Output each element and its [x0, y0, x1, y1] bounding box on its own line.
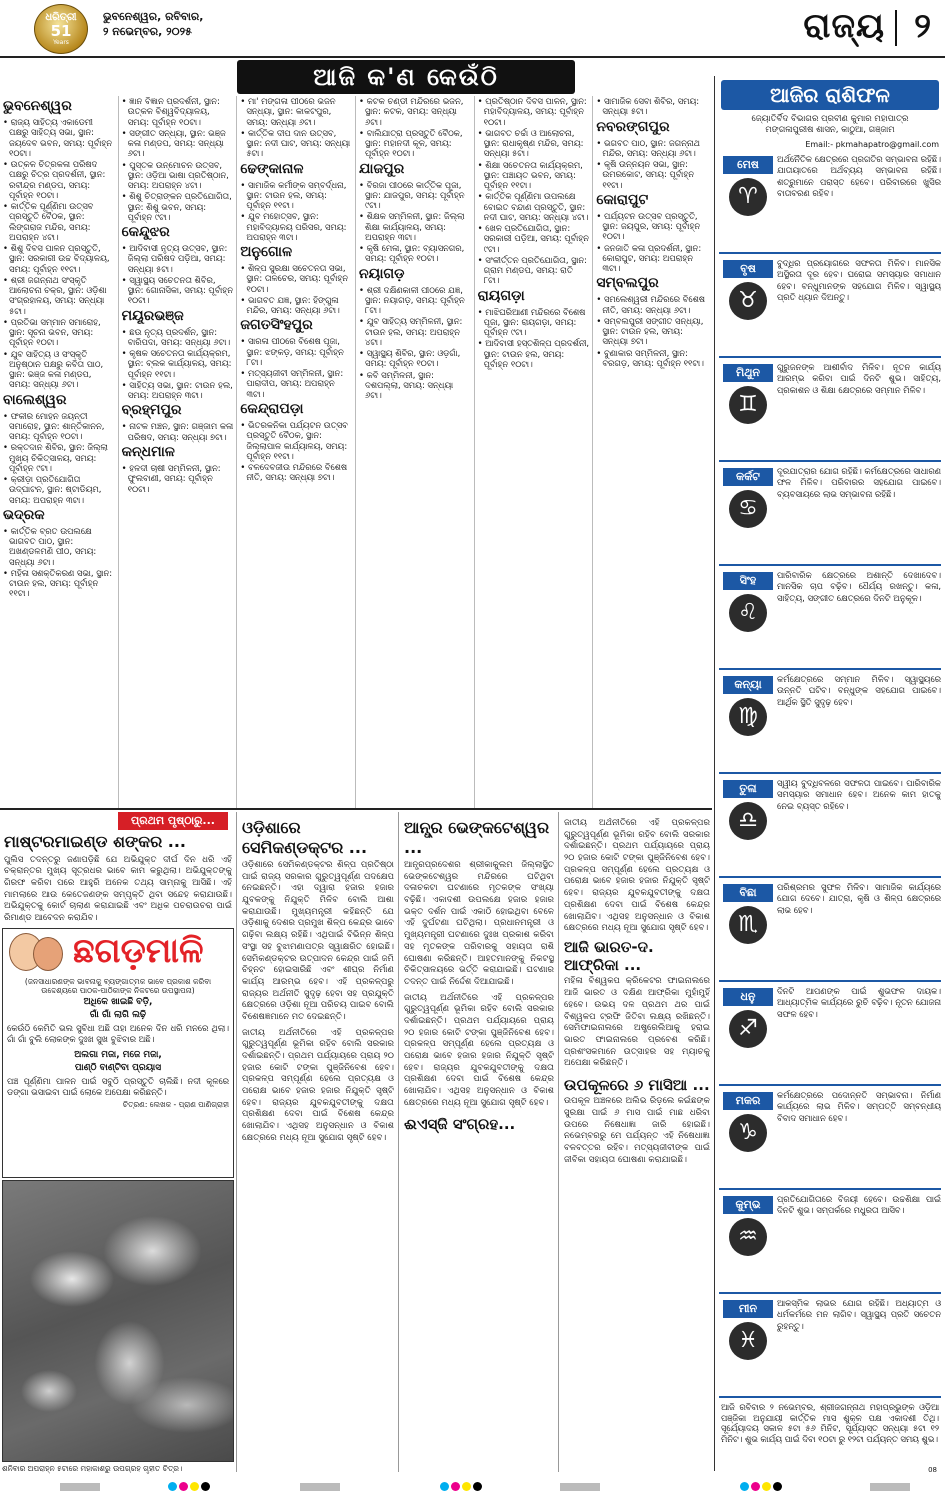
horoscope-separator — [719, 1292, 941, 1294]
horoscope-separator — [719, 1084, 941, 1086]
event-district-heading: ଭଦ୍ରକ — [3, 506, 45, 523]
sign-name: ମୀନ — [723, 1300, 773, 1318]
cartoon-credit: ଚିତ୍ରଣ: ଲେଖକ - ପ୍ରାଣ ପାଣିଗ୍ରାହୀ — [122, 1100, 229, 1110]
sign-prediction: ଆକସ୍ମିକ ଲାଭର ଯୋଗ ରହିଛି। ଅଧ୍ୟାତ୍ମ ଓ ଧର୍ମକର୍ମରେ ମନ ଲାଗିବ। ସ୍ୱାସ୍ଥ୍ୟ ପ୍ରତି ସଚେତନ ରୁହନ୍ତୁ। — [777, 1297, 941, 1331]
sign-prediction: କର୍ମକ୍ଷେତ୍ରରେ ସମ୍ମାନ ମିଳିବ। ସ୍ୱାସ୍ଥ୍ୟରେ ଉନ୍ନତି ଘଟିବ। ବନ୍ଧୁଙ୍କ ସହଯୋଗ ପାଇବେ। ଆର୍ଥିକ ସ୍ଥିତି ସୁଦୃଢ଼ ହେବ। — [777, 673, 941, 707]
article-semiconductor — [242, 818, 394, 1470]
event-district-heading: ରାୟଗଡ଼ା — [477, 287, 525, 304]
registration-mark — [60, 1483, 100, 1491]
horoscope-separator — [719, 772, 941, 774]
satellite-weather-image — [2, 1180, 234, 1462]
sign-prediction: ଅର୍ଥନୈତିକ କ୍ଷେତ୍ରରେ ପ୍ରଗତିର ସମ୍ଭାବନା ରହିଛି। ଯାତାୟାତରେ ଅର୍ଥବ୍ୟୟ ସମ୍ଭାବନା ରହିଛି। ଶତ୍ରୁମାନେ ପରାସ୍ତ ହେବେ। ପରିବାରରେ ଖୁସିର ବାତାବରଣ ରହିବ। — [777, 153, 941, 198]
horoscope-banner: ଆଜିର ରାଶିଫଳ — [721, 80, 939, 110]
event-item: • ସାମାଜିକ କର୍ମୀଙ୍କ ସମ୍ବର୍ଦ୍ଧନା, ସ୍ଥାନ: ଟାଉନ ହଲ, ସମୟ: ପୂର୍ବାହ୍ନ ୧୧ଟା। — [240, 180, 352, 211]
events-column — [0, 96, 119, 808]
article-coastal-body: ଉପକୂଳ ଅଞ୍ଚଳରେ ଅଲିଭ ରିଡ଼ଲେ କଇଁଛଙ୍କ ସୁରକ୍ଷା ପାଇଁ ୬ ମାସ ପାଇଁ ମାଛ ଧରିବା ଉପରେ ନିଷେଧାଜ୍ଞା ଜାରି ହୋଇଛି। ନଭେମ୍ବରରୁ ମେ ପର୍ଯ୍ୟନ୍ତ ଏହି ନିଷେଧାଜ୍ଞା ବଳବତ୍ତର ରହିବ। ମତ୍ସ୍ୟଜୀବୀଙ୍କ ପାଇଁ ଜୀବିକା ସହାୟତା ଘୋଷଣା କରାଯାଇଛି। — [564, 1096, 710, 1165]
section-divider — [0, 808, 712, 810]
horoscope-sign — [719, 258, 941, 354]
event-item: • ବଳଦେବଜୀଉ ମନ୍ଦିରରେ ବିଶେଷ ନୀତି, ସମୟ: ସନ୍ଧ୍ୟା ୭ଟା। — [240, 462, 352, 483]
event-item: • ଫକୀର ମୋହନ ଜୟନ୍ତୀ ସମାରୋହ, ସ୍ଥାନ: ଶାନ୍ତିକାନନ, ସମୟ: ପୂର୍ବାହ୍ନ ୧୦ଟା। — [3, 411, 115, 442]
event-item: • ହଳଦୀ ଚାଷୀ ସମ୍ମିଳନୀ, ସ୍ଥାନ: ଫୁଲବାଣୀ, ସମୟ: ପୂର୍ବାହ୍ନ ୧୦ଟା। — [122, 463, 234, 494]
cartoon-verse: ଅଲଗା ମଜା, ମଜେ ମଜା, — [74, 1049, 162, 1060]
article-body-continued: ଜାତୀୟ ଅର୍ଥନୀତିରେ ଏହି ପ୍ରକଳ୍ପର ଗୁରୁତ୍ୱପୂର୍ଣ୍ଣ ଭୂମିକା ରହିବ ବୋଲି ସରକାର ଦର୍ଶାଇଛନ୍ତି। ପ୍ରଥମ ପର୍ଯ୍ୟାୟରେ ପ୍ରାୟ ୨୦ ହଜାର କୋଟି ଟଙ୍କା ପୁଞ୍ଜିନିବେଶ ହେବ। ପ୍ରକଳ୍ପ ସମ୍ପୂର୍ଣ୍ଣ ହେଲେ ପ୍ରତ୍ୟକ୍ଷ ଓ ପରୋକ୍ଷ ଭାବେ ହଜାର ହଜାର ନିଯୁକ୍ତି ସୃଷ୍ଟି ହେବ। ରାଜ୍ୟର ଯୁବକଯୁବତୀଙ୍କୁ ଦକ୍ଷତା ପ୍ରଶିକ୍ଷଣ ଦେବା ପାଇଁ ବିଶେଷ କେନ୍ଦ୍ର ଖୋଲାଯିବ। ଏଥିସହ ଅନୁସନ୍ଧାନ ଓ ବିକାଶ କ୍ଷେତ୍ରରେ ମଧ୍ୟ ନୂଆ ସୁଯୋଗ ସୃଷ୍ଟି ହେବ। — [242, 1027, 394, 1143]
event-item: • ବାଲିଯାତ୍ରା ପ୍ରସ୍ତୁତି ବୈଠକ, ସ୍ଥାନ: ମହାନଦୀ କୂଳ, ସମୟ: ପୂର୍ବାହ୍ନ ୧୦ଟା। — [359, 128, 471, 159]
event-item: • ସଂକୀର୍ତ୍ତନ ପ୍ରତିଯୋଗିତା, ସ୍ଥାନ: ଗ୍ରାମ ମଣ୍ଡପ, ସମୟ: ରାତି ୮ଟା। — [478, 255, 590, 286]
event-item: • ସ୍ୱାସ୍ଥ୍ୟ ସଚେତନତା ଶିବିର, ସ୍ଥାନ: ଗୋନାସିକା, ସମୟ: ପୂର୍ବାହ୍ନ ୧୦ଟା। — [122, 275, 234, 306]
events-banner: ଆଜି କ'ଣ କେଉଁଠି — [237, 60, 575, 94]
cmyk-dots — [168, 1482, 212, 1495]
column-rule — [558, 812, 559, 1472]
sign-name: ସିଂହ — [723, 572, 773, 590]
cmyk-dot — [740, 1482, 749, 1491]
event-item: • ସାହିତ୍ୟ ସଭା, ସ୍ଥାନ: ଟାଉନ ହଲ, ସମୟ: ଅପରାହ୍ନ ୩ଟା। — [122, 380, 234, 401]
event-item: • ପ୍ରତିଭା ସମ୍ମାନ ସମାରୋହ, ସ୍ଥାନ: ସୂଚନା ଭବନ, ସମୟ: ପୂର୍ବାହ୍ନ ୧୦ଟା। — [3, 317, 115, 348]
event-item: • କାର୍ତ୍ତିକ ପୂର୍ଣ୍ଣିମା ଉପଲକ୍ଷେ ବୋଇତ ବନ୍ଦାଣ ପ୍ରସ୍ତୁତି, ସ୍ଥାନ: ନଦୀ ଘାଟ, ସମୟ: ସନ୍ଧ୍ୟା ୪ଟା। — [478, 191, 590, 222]
event-item: • ସାମାଜିକ ସେବା ଶିବିର, ସମୟ: ସନ୍ଧ୍ୟା ୫ଟା। — [596, 96, 709, 117]
horoscope-separator — [719, 252, 941, 254]
event-item: • ଶିକ୍ଷକ ସମ୍ମିଳନୀ, ସ୍ଥାନ: ଜିଲ୍ଲା ଶିକ୍ଷା କାର୍ଯ୍ୟାଳୟ, ସମୟ: ଅପରାହ୍ନ ୩ଟା। — [359, 211, 471, 242]
event-item: • ସଙ୍ଗୀତ ସନ୍ଧ୍ୟା, ସ୍ଥାନ: ଭଞ୍ଜ କଳା ମଣ୍ଡପ, ସମୟ: ସନ୍ଧ୍ୟା ୬ଟା। — [122, 128, 234, 159]
article-body: ଓଡ଼ିଶାରେ ସେମିକଣ୍ଡକ୍ଟର ଶିଳ୍ପ ପ୍ରତିଷ୍ଠା ପାଇଁ ରାଜ୍ୟ ସରକାର ଗୁରୁତ୍ୱପୂର୍ଣ୍ଣ ପଦକ୍ଷେପ ନେଇଛନ୍ତି। ଏହା ଦ୍ୱାରା ହଜାର ହଜାର ଯୁବକଙ୍କୁ ନିଯୁକ୍ତି ମିଳିବ ବୋଲି ଆଶା କରାଯାଉଛି। ମୁଖ୍ୟମନ୍ତ୍ରୀ କହିଛନ୍ତି ଯେ ଓଡ଼ିଶାକୁ ଦେଶର ପ୍ରମୁଖ ଶିଳ୍ପ କେନ୍ଦ୍ର ଭାବେ ଗଢ଼ିବା ଲକ୍ଷ୍ୟ ରହିଛି। ଏଥିପାଇଁ ବିଭିନ୍ନ ଶିଳ୍ପ ସଂସ୍ଥା ସହ ବୁଝାମଣାପତ୍ର ସ୍ୱାକ୍ଷରିତ ହୋଇଛି। ସେମିକଣ୍ଡକ୍ଟର ଉତ୍ପାଦନ କେନ୍ଦ୍ର ପାଇଁ ଜମି ଚିହ୍ନଟ ହୋଇସାରିଛି ଏବଂ ଶୀଘ୍ର ନିର୍ମାଣ କାର୍ଯ୍ୟ ଆରମ୍ଭ ହେବ। ଏହି ପ୍ରକଳ୍ପରୁ ରାଜ୍ୟର ଅର୍ଥନୀତି ସୁଦୃଢ଼ ହେବା ସହ ପ୍ରଯୁକ୍ତି କ୍ଷେତ୍ରରେ ଓଡ଼ିଶା ନୂଆ ପରିଚୟ ପାଇବ ବୋଲି ବିଶେଷଜ୍ଞମାନେ ମତ ଦେଇଛନ୍ତି। — [242, 860, 394, 1022]
dateline-city-day: ଭୁବନେଶ୍ୱର, ରବିବାର, — [103, 10, 204, 23]
horoscope-separator — [719, 668, 941, 670]
zodiac-icon: ♎ — [729, 802, 767, 840]
cmyk-dot — [762, 1482, 771, 1491]
event-item: • କୃଷି ମେଳା, ସ୍ଥାନ: ବ୍ୟାସନଗର, ସମୟ: ପୂର୍ବାହ୍ନ ୧୦ଟା। — [359, 243, 471, 264]
event-item: • କୃଷକ ସଚେତନତା କାର୍ଯ୍ୟକ୍ରମ, ସ୍ଥାନ: ବ୍ଲକ କାର୍ଯ୍ୟାଳୟ, ସମୟ: ପୂର୍ବାହ୍ନ ୧୧ଟା। — [122, 348, 234, 379]
article-body-continued: ଜାତୀୟ ଅର୍ଥନୀତିରେ ଏହି ପ୍ରକଳ୍ପର ଗୁରୁତ୍ୱପୂର୍ଣ୍ଣ ଭୂମିକା ରହିବ ବୋଲି ସରକାର ଦର୍ଶାଇଛନ୍ତି। ପ୍ରଥମ ପର୍ଯ୍ୟାୟରେ ପ୍ରାୟ ୨୦ ହଜାର କୋଟି ଟଙ୍କା ପୁଞ୍ଜିନିବେଶ ହେବ। ପ୍ରକଳ୍ପ ସମ୍ପୂର୍ଣ୍ଣ ହେଲେ ପ୍ରତ୍ୟକ୍ଷ ଓ ପରୋକ୍ଷ ଭାବେ ହଜାର ହଜାର ନିଯୁକ୍ତି ସୃଷ୍ଟି ହେବ। ରାଜ୍ୟର ଯୁବକଯୁବତୀଙ୍କୁ ଦକ୍ଷତା ପ୍ରଶିକ୍ଷଣ ଦେବା ପାଇଁ ବିଶେଷ କେନ୍ଦ୍ର ଖୋଲାଯିବ। ଏଥିସହ ଅନୁସନ୍ଧାନ ଓ ବିକାଶ କ୍ଷେତ୍ରରେ ମଧ୍ୟ ନୂଆ ସୁଯୋଗ ସୃଷ୍ଟି ହେବ। — [564, 818, 710, 934]
horoscope-sign — [719, 570, 941, 666]
events-column — [119, 96, 238, 808]
cartoon-box — [2, 928, 234, 1178]
event-item: • ଯୁବ ସାହିତ୍ୟ ଓ ସଂସ୍କୃତି ଅନୁଷ୍ଠାନ ପକ୍ଷରୁ କବିତା ପାଠ, ସ୍ଥାନ: ଭଞ୍ଜ କଳା ମଣ୍ଡପ, ସମୟ: ସନ୍ଧ୍ୟା ୬ଟା। — [3, 349, 115, 390]
cmyk-dot — [190, 1482, 199, 1491]
sign-prediction: ଦିନଟି ଆପଣଙ୍କ ପାଇଁ ଶୁଭଫଳ ଦାୟକ। ଆଧ୍ୟାତ୍ମିକ କାର୍ଯ୍ୟରେ ରୁଚି ବଢ଼ିବ। ନୂତନ ଯୋଜନା ସଫଳ ହେବ। — [777, 985, 941, 1019]
article-esg-title: ଈଏସ୍‌ଜି ସଂଗ୍ରହ... — [404, 1115, 516, 1134]
event-item: • ଖେଳ ପ୍ରତିଯୋଗିତା, ସ୍ଥାନ: ସରକାରୀ ପଡ଼ିଆ, ସମୟ: ପୂର୍ବାହ୍ନ ୯ଟା। — [478, 223, 590, 254]
article-title: ମାଷ୍ଟରମାଇଣ୍ଡ ଶଙ୍କର ... — [4, 832, 186, 851]
event-item: • ଶିଳ୍ପ ସୁରକ୍ଷା ସଚେତନତା ସଭା, ସ୍ଥାନ: ତାଳଚେର, ସମୟ: ପୂର୍ବାହ୍ନ ୧୦ଟା। — [240, 263, 352, 294]
cmyk-dot — [473, 1482, 482, 1491]
cartoon-character-icon — [33, 937, 63, 971]
event-item: • ଶ୍ରୀ ଦକ୍ଷିଣକାଳୀ ପୀଠରେ ଯଜ୍ଞ, ସ୍ଥାନ: ନୟାଗଡ଼, ସମୟ: ପୂର୍ବାହ୍ନ ୮ଟା। — [359, 285, 471, 316]
cmyk-dot — [751, 1482, 760, 1491]
cartoon-header — [3, 929, 233, 977]
cmyk-dot — [201, 1482, 210, 1491]
article-title: ଆନ୍ଧ୍ର ଭେଙ୍କଟେଶ୍ୱର ... — [404, 818, 550, 857]
article-cricket-final — [564, 818, 710, 1470]
event-item: • ଶିକ୍ଷା ସଚେତନତା କାର୍ଯ୍ୟକ୍ରମ, ସ୍ଥାନ: ପଞ୍ଚାୟତ ଭବନ, ସମୟ: ପୂର୍ବାହ୍ନ ୧୧ଟା। — [478, 160, 590, 191]
sign-name: ତୁଳା — [723, 780, 773, 798]
horoscope-sign — [719, 362, 941, 458]
cmyk-dot — [168, 1482, 177, 1491]
horoscope-sign — [719, 1194, 941, 1290]
event-item: • ଆଦିବାସୀ ନୃତ୍ୟ ଉତ୍ସବ, ସ୍ଥାନ: ଜିଲ୍ଲା ପରିଷଦ ପଡ଼ିଆ, ସମୟ: ସନ୍ଧ୍ୟା ୫ଟା। — [122, 243, 234, 274]
front-page-banner: ପ୍ରଥମ ପୃଷ୍ଠାରୁ... — [118, 812, 228, 830]
horoscope-sign — [719, 986, 941, 1082]
header-divider — [895, 10, 897, 46]
horoscope-column — [714, 76, 945, 1471]
event-item: • ମା' ମଙ୍ଗଳା ପୀଠରେ ଭଜନ ସନ୍ଧ୍ୟା, ସ୍ଥାନ: କାକଟପୁର, ସମୟ: ସନ୍ଧ୍ୟା ୬ଟା। — [240, 96, 352, 127]
cmyk-dots — [740, 1482, 784, 1495]
event-district-heading: ମୟୂରଭଞ୍ଜ — [121, 307, 184, 324]
masthead — [0, 0, 945, 58]
event-item: • ସମଲେଶ୍ୱରୀ ମନ୍ଦିରରେ ବିଶେଷ ନୀତି, ସମୟ: ସନ୍ଧ୍ୟା ୬ଟା। — [596, 294, 709, 315]
sign-prediction: କର୍ମକ୍ଷେତ୍ରରେ ପଦୋନ୍ନତି ସମ୍ଭାବନା। ନିର୍ମାଣ କାର୍ଯ୍ୟରେ ଲାଭ ମିଳିବ। ସମ୍ପତ୍ତି ସମ୍ବନ୍ଧୀୟ ବିବାଦ ସମାଧାନ ହେବ। — [777, 1089, 941, 1123]
event-item: • ଭଗବତ ପାଠ, ସ୍ଥାନ: ଜଗନ୍ନାଥ ମନ୍ଦିର, ସମୟ: ସନ୍ଧ୍ୟା ୬ଟା। — [596, 138, 709, 159]
sign-name: ବିଛା — [723, 884, 773, 902]
event-item: • କୃଷି ଉନ୍ନୟନ ସଭା, ସ୍ଥାନ: ଉମରକୋଟ, ସମୟ: ପୂର୍ବାହ୍ନ ୧୧ଟା। — [596, 159, 709, 190]
cmyk-dot — [773, 1482, 782, 1491]
sign-name: କର୍କଟ — [723, 468, 773, 486]
page-number: ୨ — [914, 6, 931, 46]
event-item: • ଭିତରକନିକା ପର୍ଯ୍ୟଟନ ଉତ୍ସବ ପ୍ରସ୍ତୁତି ବୈଠକ, ସ୍ଥାନ: ଜିଲ୍ଲାପାଳ କାର୍ଯ୍ୟାଳୟ, ସମୟ: ପୂର୍ବାହ୍ନ ୧୧ଟା। — [240, 420, 352, 461]
event-item: • ସାରଳା ପୀଠରେ ବିଶେଷ ପୂଜା, ସ୍ଥାନ: ଝଙ୍କଡ଼, ସମୟ: ପୂର୍ବାହ୍ନ ୮ଟା। — [240, 336, 352, 367]
event-item: • ସ୍ୱାସ୍ଥ୍ୟ ଶିବିର, ସ୍ଥାନ: ଓଡ଼ଗାଁ, ସମୟ: ପୂର୍ବାହ୍ନ ୧୦ଟା। — [359, 348, 471, 369]
event-district-heading: କେନ୍ଦୁଝର — [121, 224, 170, 240]
zodiac-icon: ♊ — [729, 386, 767, 424]
event-item: • ଶିଶୁ ଦିବସ ପାଳନ ପ୍ରସ୍ତୁତି, ସ୍ଥାନ: ସରକାରୀ ଉଚ୍ଚ ବିଦ୍ୟାଳୟ, ସମୟ: ପୂର୍ବାହ୍ନ ୧୧ଟା। — [3, 243, 115, 274]
print-registration-bar — [0, 1478, 945, 1497]
column-rule — [398, 812, 399, 1472]
horoscope-separator — [719, 876, 941, 878]
sign-prediction: ବୁଦ୍ଧିର ପ୍ରୟୋଗରେ ସଫଳତା ମିଳିବ। ମାନସିକ ଅସ୍ଥିରତା ଦୂର ହେବ। ଘରୋଇ ସମସ୍ୟାର ସମାଧାନ ହେବ। ବନ୍ଧୁମାନଙ୍କ ସହଯୋଗ ମିଳିବ। ସ୍ୱାସ୍ଥ୍ୟ ପ୍ରତି ଧ୍ୟାନ ଦିଅନ୍ତୁ। — [777, 257, 941, 302]
events-listing — [0, 96, 712, 808]
event-item: • କାର୍ତ୍ତିକ ଦୀପ ଦାନ ଉତ୍ସବ, ସ୍ଥାନ: ନଦୀ ଘାଟ, ସମୟ: ସନ୍ଧ୍ୟା ୫ଟା। — [240, 128, 352, 159]
cartoon-body: ପଞ୍ଚ ପୂର୍ଣ୍ଣିମା ପାଳନ ପାଇଁ ସବୁଠି ପ୍ରସ୍ତୁତି ଚାଲିଛି। ନଦୀ କୂଳରେ ଡଙ୍ଗା ଭସାଇବା ପାଇଁ ଲୋକେ ଅପେକ୍ଷା କରିଛନ୍ତି। — [7, 1075, 229, 1097]
cartoon-verse: ଗାଁ ଗାଁ ଲାଗି ଲଢ଼ି — [89, 1010, 147, 1021]
horoscope-separator — [719, 564, 941, 566]
events-column — [356, 96, 475, 808]
zodiac-icon: ♒ — [729, 1218, 767, 1256]
event-item: • ବିରଜା ପୀଠରେ କାର୍ତ୍ତିକ ପୂଜା, ସ୍ଥାନ: ଯାଜପୁର, ସମୟ: ପୂର୍ବାହ୍ନ ୯ଟା। — [359, 180, 471, 211]
zodiac-icon: ♑ — [729, 1114, 767, 1152]
astrologer-email: Email:- pkmahapatro@gmail.com — [805, 140, 939, 150]
zodiac-icon: ♓ — [729, 1322, 767, 1360]
article-coastal-title: ଉପକୂଳରେ ୬ ମାସିଆ ... — [564, 1075, 710, 1094]
events-column — [593, 96, 712, 808]
horoscope-sign — [719, 154, 941, 250]
sign-prediction: ସ୍ୱୀୟ ବୁଦ୍ଧିବଳରେ ସଫଳତା ପାଇବେ। ପାରିବାରିକ ସମସ୍ୟାର ସମାଧାନ ହେବ। ଅନେକ କାମ ହାତକୁ ନେଇ ବ୍ୟସ୍ତ ରହିବେ। — [777, 777, 941, 811]
cartoon-verse: ପାଣ୍ଠି ବାଣ୍ଟିବା ପ୍ରୟାସ — [74, 1062, 162, 1073]
article-body: ପୁଲିସ ତଦନ୍ତରୁ ଜଣାପଡ଼ିଛି ଯେ ଅଭିଯୁକ୍ତ ଦୀର୍ଘ ଦିନ ଧରି ଏହି ଚକ୍ରାନ୍ତର ମୁଖ୍ୟ ସୂତ୍ରଧର ଭାବେ କାମ କରୁଥିଲା। ଅଭିଯୁକ୍ତଙ୍କୁ ଗିରଫ କରିବା ପରେ ଆହୁରି ଅନେକ ତଥ୍ୟ ସାମ୍ନାକୁ ଆସିଛି। ଏହି ମାମଲାରେ ଆଉ କେତେଜଣଙ୍କ ସମ୍ପୃକ୍ତି ଥିବା ସନ୍ଦେହ କରାଯାଉଛି। ଅଭିଯୁକ୍ତକୁ କୋର୍ଟ ଚାଲାଣ କରାଯାଇଛି ଏବଂ ଅଧିକ ପଚରାଉଚରା ପାଇଁ ରିମାଣ୍ଡ ଆବେଦନ କରାଯିବ। — [4, 854, 232, 923]
zodiac-icon: ♐ — [729, 1010, 767, 1048]
event-district-heading: ଅନୁଗୋଳ — [240, 244, 293, 261]
registration-mark — [300, 1483, 340, 1491]
horoscope-separator — [719, 980, 941, 982]
cmyk-dots — [440, 1482, 484, 1495]
event-item: • କଟକ ଚଣ୍ଡୀ ମନ୍ଦିରରେ ଭଜନ, ସ୍ଥାନ: କଟକ, ସମୟ: ସନ୍ଧ୍ୟା ୬ଟା। — [359, 96, 471, 127]
zodiac-icon: ♋ — [729, 490, 767, 528]
horoscope-sign — [719, 1298, 941, 1394]
event-district-heading: ଜଗତସିଂହପୁର — [240, 317, 313, 334]
zodiac-icon: ♏ — [729, 906, 767, 944]
event-district-heading: ସମ୍ବଲପୁର — [596, 275, 659, 292]
event-item: • ପ୍ରତିଷ୍ଠାନ ଦିବସ ପାଳନ, ସ୍ଥାନ: ମହାବିଦ୍ୟାଳୟ, ସମୟ: ପୂର୍ବାହ୍ନ ୧୦ଟା। — [478, 96, 590, 127]
sign-name: ବୃଷ — [723, 260, 773, 278]
event-item: • କବି ସମ୍ମିଳନୀ, ସ୍ଥାନ: ଦଶପଲ୍ଲା, ସମୟ: ସନ୍ଧ୍ୟା ୬ଟା। — [359, 370, 471, 401]
zodiac-icon: ♈ — [729, 178, 767, 216]
astrologer-name: ଜ୍ୟୋତିର୍ବିଦ ବିଭାଗର ପ୍ରବୀଣ କୁମାର ମହାପାତ୍ର — [751, 114, 909, 124]
cmyk-dot — [462, 1482, 471, 1491]
event-item: • କ୍ରୀଡ଼ା ପ୍ରତିଯୋଗିତା ଉଦ୍‌ଘାଟନ, ସ୍ଥାନ: ଷ୍ଟାଡିୟମ, ସମୟ: ଅପରାହ୍ନ ୩ଟା। — [3, 474, 115, 505]
article-mastermind — [4, 832, 232, 926]
events-column — [237, 96, 356, 808]
event-district-heading: ଢେଙ୍କାନାଳ — [240, 160, 304, 177]
sign-name: ମେଷ — [723, 156, 773, 174]
sign-name: ମିଥୁନ — [723, 364, 773, 382]
sign-prediction: ପରିଶ୍ରମର ସୁଫଳ ମିଳିବ। ସାମାଜିକ କାର୍ଯ୍ୟରେ ଯୋଗ ଦେବେ। ଯାତ୍ରା, କୃଷି ଓ ଶିଳ୍ପ କ୍ଷେତ୍ରରେ ଲାଭ ହେବ। — [777, 881, 941, 915]
horoscope-separator — [719, 1396, 941, 1398]
astrologer-address: ମଙ୍ଗଳାପୁରୀଷ ଶାସନ, କାଠୁଆ, ଗଞ୍ଜାମ — [765, 125, 895, 136]
event-item: • ରାଜ୍ୟ ସାହିତ୍ୟ ଏକାଡେମୀ ପକ୍ଷରୁ ସାହିତ୍ୟ ସଭା, ସ୍ଥାନ: ଜୟଦେବ ଭବନ, ସମୟ: ପୂର୍ବାହ୍ନ ୧୦ଟା। — [3, 117, 115, 158]
horoscope-sign — [719, 674, 941, 770]
page-code: 08 — [928, 1466, 937, 1474]
logo-bottom-text: Years — [53, 39, 69, 47]
satellite-caption: ଶନିବାର ଅପରାହ୍ନ ୫ଟାରେ ମହାକାଶରୁ ଉପଗ୍ରହ ଗୃହୀତ ଚିତ୍ର। — [2, 1464, 183, 1473]
cmyk-dot — [451, 1482, 460, 1491]
event-district-heading: ନୟାଗଡ଼ — [359, 265, 405, 282]
event-item: • ଶିଶୁ ଚିତ୍ରାଙ୍କନ ପ୍ରତିଯୋଗିତା, ସ୍ଥାନ: ଶିଶୁ ଭବନ, ସମୟ: ପୂର୍ବାହ୍ନ ୯ଟା। — [122, 191, 234, 222]
horoscope-list — [715, 154, 945, 1398]
horoscope-sign — [719, 466, 941, 562]
article-body: ମହିଳା ବିଶ୍ୱକପ କ୍ରିକେଟର ଫାଇନାଲରେ ଆଜି ଭାରତ ଓ ଦକ୍ଷିଣ ଆଫ୍ରିକା ମୁହାଁମୁହିଁ ହେବେ। ଉଭୟ ଦଳ ପ୍ରଥମ ଥର ପାଇଁ ବିଶ୍ୱକପ ଟ୍ରଫି ଜିତିବା ଲକ୍ଷ୍ୟ ରଖିଛନ୍ତି। ସେମିଫାଇନାଲରେ ଅଷ୍ଟ୍ରେଲିଆକୁ ହରାଇ ଭାରତ ଫାଇନାଲରେ ପ୍ରବେଶ କରିଛି। ପ୍ରଶଂସକମାନେ ଉତ୍ସାହର ସହ ମ୍ୟାଚକୁ ଅପେକ୍ଷା କରିଛନ୍ତି। — [564, 976, 710, 1069]
logo-number: 51 — [50, 22, 72, 41]
anniversary-logo — [34, 4, 88, 54]
zodiac-icon: ♍ — [729, 698, 767, 736]
horoscope-separator — [719, 460, 941, 462]
event-item: • ଆଦିବାସୀ ହସ୍ତଶିଳ୍ପ ପ୍ରଦର୍ଶନୀ, ସ୍ଥାନ: ଟାଉନ ହଲ, ସମୟ: ପୂର୍ବାହ୍ନ ୧୦ଟା। — [478, 338, 590, 369]
event-item: • ଜନଜାତି କଳା ପ୍ରଦର୍ଶନୀ, ସ୍ଥାନ: କୋରାପୁଟ, ସମୟ: ଅପରାହ୍ନ ୩ଟା। — [596, 243, 709, 274]
horoscope-sign — [719, 778, 941, 874]
article-title: ଆଜି ଭାରତ-ଦ. ଆଫ୍ରିକା ... — [564, 937, 654, 975]
article-body: ଆନ୍ଧ୍ରପ୍ରଦେଶର ଶ୍ରୀକାକୁଲମ ଜିଲ୍ଲାସ୍ଥିତ ଭେଙ୍କଟେଶ୍ୱର ମନ୍ଦିରରେ ଘଟିଥିବା ଦଳାଚକଟା ଘଟଣାରେ ମୃତକଙ୍କ ସଂଖ୍ୟା ବଢ଼ିଛି। ଏକାଦଶୀ ଉପଲକ୍ଷେ ହଜାର ହଜାର ଭକ୍ତ ଦର୍ଶନ ପାଇଁ ଏକାଠି ହୋଇଥିବା ବେଳେ ଏହି ଦୁର୍ଘଟଣା ଘଟିଥିଲା। ପ୍ରଧାନମନ୍ତ୍ରୀ ଓ ମୁଖ୍ୟମନ୍ତ୍ରୀ ଘଟଣାରେ ଦୁଃଖ ପ୍ରକାଶ କରିବା ସହ ମୃତକଙ୍କ ପରିବାରକୁ ସହାୟତା ରାଶି ଘୋଷଣା କରିଛନ୍ତି। ଆହତମାନଙ୍କୁ ନିକଟସ୍ଥ ଚିକିତ୍ସାଳୟରେ ଭର୍ତ୍ତି କରାଯାଇଛି। ଘଟଣାର ତଦନ୍ତ ପାଇଁ ନିର୍ଦ୍ଦେଶ ଦିଆଯାଇଛି। — [404, 860, 554, 987]
horoscope-sign — [719, 1090, 941, 1186]
panjika-text: ଆଜି ରବିବାର ୨ ନଭେମ୍ବର, ଶ୍ରୀଜଗନ୍ନାଥ ମହାପ୍ରଭୁଙ୍କ ଓଡ଼ିଆ ପଞ୍ଜିକା ଅନୁଯାୟୀ କାର୍ତ୍ତିକ ମାସ ଶୁକ୍ଳ ପକ୍ଷ ଏକାଦଶୀ ତିଥି। ସୂର୍ଯ୍ୟୋଦୟ ସକାଳ ୫ଟା ୫୬ ମିନିଟ, ସୂର୍ଯ୍ୟାସ୍ତ ସନ୍ଧ୍ୟା ୫ଟା ୧୨ ମିନିଟ। ଶୁଭ କାର୍ଯ୍ୟ ପାଇଁ ଦିବା ୧୦ଟା ରୁ ୧୨ଟା ପର୍ଯ୍ୟନ୍ତ ସମୟ ଶୁଭ। — [721, 1401, 939, 1445]
sign-name: ଧନୁ — [723, 988, 773, 1006]
article-body-continued: ଜାତୀୟ ଅର୍ଥନୀତିରେ ଏହି ପ୍ରକଳ୍ପର ଗୁରୁତ୍ୱପୂର୍ଣ୍ଣ ଭୂମିକା ରହିବ ବୋଲି ସରକାର ଦର୍ଶାଇଛନ୍ତି। ପ୍ରଥମ ପର୍ଯ୍ୟାୟରେ ପ୍ରାୟ ୨୦ ହଜାର କୋଟି ଟଙ୍କା ପୁଞ୍ଜିନିବେଶ ହେବ। ପ୍ରକଳ୍ପ ସମ୍ପୂର୍ଣ୍ଣ ହେଲେ ପ୍ରତ୍ୟକ୍ଷ ଓ ପରୋକ୍ଷ ଭାବେ ହଜାର ହଜାର ନିଯୁକ୍ତି ସୃଷ୍ଟି ହେବ। ରାଜ୍ୟର ଯୁବକଯୁବତୀଙ୍କୁ ଦକ୍ଷତା ପ୍ରଶିକ୍ଷଣ ଦେବା ପାଇଁ ବିଶେଷ କେନ୍ଦ୍ର ଖୋଲାଯିବ। ଏଥିସହ ଅନୁସନ୍ଧାନ ଓ ବିକାଶ କ୍ଷେତ୍ରରେ ମଧ୍ୟ ନୂଆ ସୁଯୋଗ ସୃଷ୍ଟି ହେବ। — [404, 992, 554, 1108]
event-district-heading: କୋରାପୁଟ — [596, 191, 649, 208]
event-item: • ସମ୍ବଲପୁରୀ ସଙ୍ଗୀତ ସନ୍ଧ୍ୟା, ସ୍ଥାନ: ଟାଉନ ହଲ, ସମୟ: ସନ୍ଧ୍ୟା ୭ଟା। — [596, 316, 709, 347]
logo-top-text: ଧରିତ୍ରୀ — [45, 12, 77, 23]
event-item: • ପର୍ଯ୍ୟଟନ ଉତ୍ସବ ପ୍ରସ୍ତୁତି, ସ୍ଥାନ: ଜୟପୁର, ସମୟ: ପୂର୍ବାହ୍ନ ୧୦ଟା। — [596, 211, 709, 242]
cartoon-subtitle: (ଜନସାଧାରଣଙ୍କ ଭାବନାକୁ ବ୍ୟଙ୍ଗାତ୍ମକ ଭାବେ ପ୍ରକାଶ କରିବା ଉଦ୍ଦେଶ୍ୟରେ ପାଠକ-ପାଠିକାଙ୍କ ନିକଟରେ ଉପସ୍ଥାପନା) — [24, 977, 212, 996]
horoscope-separator — [719, 356, 941, 358]
dateline-date: ୨ ନଭେମ୍ବର, ୨୦୨୫ — [103, 24, 192, 38]
event-item: • ଜ୍ଞାନ ବିଜ୍ଞାନ ପ୍ରଦର୍ଶନୀ, ସ୍ଥାନ: ଉତ୍କଳ ବିଶ୍ୱବିଦ୍ୟାଳୟ, ସମୟ: ପୂର୍ବାହ୍ନ ୧୦ଟା। — [122, 96, 234, 127]
section-title: ରାଜ୍ୟ — [803, 6, 885, 46]
astrologer-info — [721, 114, 939, 136]
registration-mark — [560, 1483, 600, 1491]
cmyk-dot — [440, 1482, 449, 1491]
event-item: • ମହିଳା ସଶକ୍ତିକରଣ ସଭା, ସ୍ଥାନ: ଟାଉନ ହଲ, ସମୟ: ପୂର୍ବାହ୍ନ ୧୧ଟା। — [3, 568, 115, 599]
event-item: • ପୁସ୍ତକ ଉନ୍ମୋଚନ ଉତ୍ସବ, ସ୍ଥାନ: ଓଡ଼ିଆ ଭାଷା ପ୍ରତିଷ୍ଠାନ, ସମୟ: ଅପରାହ୍ନ ୪ଟା। — [122, 160, 234, 191]
dateline — [103, 10, 203, 40]
event-item: • କାର୍ତ୍ତିକ ପୂର୍ଣ୍ଣିମା ଉତ୍ସବ ପ୍ରସ୍ତୁତି ବୈଠକ, ସ୍ଥାନ: ଲିଙ୍ଗରାଜ ମନ୍ଦିର, ସମୟ: ଅପରାହ୍ନ ୪ଟା। — [3, 201, 115, 242]
events-column — [475, 96, 594, 808]
cartoon-title: ଛଗଡ଼ମାଳି — [73, 931, 204, 971]
cmyk-dot — [179, 1482, 188, 1491]
event-district-heading: ବାଲେଶ୍ୱର — [3, 391, 67, 408]
cartoon-body: କେଉଁଠି କେମିତି ଭଲ ସୁବିଧା ଅଛି ତାହା ଅନେକ ଦିନ ଧରି ମନରେ ଥିଲା। ଗାଁ ଗାଁ ବୁଲି ଲୋକଙ୍କ ଦୁଃଖ ସୁଖ ବୁଝିବାର ଅଛି। — [7, 1023, 229, 1045]
article-andhra-temple — [404, 818, 554, 1470]
event-item: • ଯୁବ ମହୋତ୍ସବ, ସ୍ଥାନ: ମହାବିଦ୍ୟାଳୟ ପରିସର, ସମୟ: ଅପରାହ୍ନ ୩ଟା। — [240, 211, 352, 242]
zodiac-icon: ♉ — [729, 282, 767, 320]
event-district-heading: ବ୍ରହ୍ମପୁର — [121, 402, 182, 419]
event-item: • ଶ୍ରୀ ଜଗନ୍ନାଥ ସଂସ୍କୃତି ଆଲୋଚନା ଚକ୍ର, ସ୍ଥାନ: ଓଡ଼ିଶା ସଂଗ୍ରହାଳୟ, ସମୟ: ସନ୍ଧ୍ୟା ୫ଟା। — [3, 275, 115, 316]
sign-prediction: ଦୂରଯାତ୍ରାର ଯୋଗ ରହିଛି। କର୍ମକ୍ଷେତ୍ରରେ ସାଧାରଣ ଫଳ ମିଳିବ। ପରିବାରର ସହଯୋଗ ପାଇବେ। ବ୍ୟବସାୟରେ ଲାଭ ସମ୍ଭାବନା ରହିଛି। — [777, 465, 941, 499]
sign-prediction: ପାରିବାରିକ କ୍ଷେତ୍ରରେ ଅଶାନ୍ତି ଦେଖାଦେବ। ମାନସିକ ଚାପ ବଢ଼ିବ। ଧୈର୍ଯ୍ୟ ରଖନ୍ତୁ। କଳା, ସାହିତ୍ୟ, ସଙ୍ଗୀତ କ୍ଷେତ୍ରରେ ଦିନଟି ଅନୁକୂଳ। — [777, 569, 941, 603]
event-item: • ଉତ୍କଳ ଚିତ୍ରକଳା ପରିଷଦ ପକ୍ଷରୁ ଚିତ୍ର ପ୍ରଦର୍ଶନୀ, ସ୍ଥାନ: ରବୀନ୍ଦ୍ର ମଣ୍ଡପ, ସମୟ: ପୂର୍ବାହ୍ନ ୧୦ଟା। — [3, 159, 115, 200]
event-district-heading: ଭୁବନେଶ୍ୱର — [3, 98, 72, 114]
event-district-heading: ନବରଙ୍ଗପୁର — [596, 118, 670, 135]
event-item: • ମାଝିଘରିଆଣୀ ମନ୍ଦିରରେ ବିଶେଷ ପୂଜା, ସ୍ଥାନ: ରାୟଗଡ଼ା, ସମୟ: ପୂର୍ବାହ୍ନ ୯ଟା। — [478, 307, 590, 338]
event-item: • ଭାଗବତ ଯଜ୍ଞ, ସ୍ଥାନ: ହିଙ୍ଗୁଳା ମନ୍ଦିର, ସମୟ: ସନ୍ଧ୍ୟା ୬ଟା। — [240, 295, 352, 316]
event-item: • ନାଟକ ମଞ୍ଚନ, ସ୍ଥାନ: ଗଞ୍ଜାମ କଳା ପରିଷଦ, ସମୟ: ସନ୍ଧ୍ୟା ୭ଟା। — [122, 421, 234, 442]
event-district-heading: ଯାଜପୁର — [359, 160, 405, 177]
zodiac-icon: ♌ — [729, 594, 767, 632]
column-rule — [236, 812, 237, 1472]
horoscope-sign — [719, 882, 941, 978]
sign-prediction: ଗୁରୁଜନଙ୍କ ଆଶୀର୍ବାଦ ମିଳିବ। ନୂତନ କାର୍ଯ୍ୟ ଆରମ୍ଭ କରିବା ପାଇଁ ଦିନଟି ଶୁଭ। ସାହିତ୍ୟ, ପ୍ରକାଶନ ଓ ଶିକ୍ଷା କ୍ଷେତ୍ରରେ ସମ୍ମାନ ମିଳିବ। — [777, 361, 941, 395]
event-item: • ମତ୍ସ୍ୟଜୀବୀ ସମ୍ମିଳନୀ, ସ୍ଥାନ: ପାରାଦୀପ, ସମୟ: ଅପରାହ୍ନ ୩ଟା। — [240, 368, 352, 399]
sign-prediction: ପ୍ରତିଯୋଗିତାରେ ବିଜୟୀ ହେବେ। ଉଚ୍ଚଶିକ୍ଷା ପାଇଁ ଦିନଟି ଶୁଭ। ସମ୍ପର୍କରେ ମଧୁରତା ଆସିବ। — [777, 1193, 941, 1216]
sign-name: ମକର — [723, 1092, 773, 1110]
event-item: • ଭାଗବତ ଚର୍ଚ୍ଚା ଓ ଆଲୋଚନା, ସ୍ଥାନ: ରାଧାକୃଷ୍ଣ ମନ୍ଦିର, ସମୟ: ସନ୍ଧ୍ୟା ୫ଟା। — [478, 128, 590, 159]
event-item: • ଛଉ ନୃତ୍ୟ ପ୍ରଦର୍ଶନ, ସ୍ଥାନ: ବାରିପଦା, ସମୟ: ସନ୍ଧ୍ୟା ୬ଟା। — [122, 327, 234, 348]
sign-name: କୁମ୍ଭ — [723, 1196, 773, 1214]
horoscope-separator — [719, 1188, 941, 1190]
event-item: • ବୁଣାକାର ସମ୍ମିଳନୀ, ସ୍ଥାନ: ବରଗଡ଼, ସମୟ: ପୂର୍ବାହ୍ନ ୧୧ଟା। — [596, 348, 709, 369]
sign-name: କନ୍ୟା — [723, 676, 773, 694]
event-item: • ଯୁବ ସାହିତ୍ୟ ସମ୍ମିଳନୀ, ସ୍ଥାନ: ଟାଉନ ହଲ, ସମୟ: ଅପରାହ୍ନ ୪ଟା। — [359, 316, 471, 347]
cartoon-verse: ଅଧିକେ ଖାଇଛି ବଡ଼ି, — [83, 997, 153, 1008]
event-district-heading: କେନ୍ଦ୍ରାପଡ଼ା — [240, 400, 304, 417]
event-item: • ରକ୍ତଦାନ ଶିବିର, ସ୍ଥାନ: ଜିଲ୍ଲା ମୁଖ୍ୟ ଚିକିତ୍ସାଳୟ, ସମୟ: ପୂର୍ବାହ୍ନ ୯ଟା। — [3, 442, 115, 473]
event-district-heading: କନ୍ଧମାଳ — [121, 443, 175, 460]
article-title: ଓଡ଼ିଶାରେ ସେମିକଣ୍ଡକ୍ଟର ... — [242, 818, 368, 857]
registration-mark — [870, 1483, 910, 1491]
event-item: • କାର୍ତ୍ତିକ ବ୍ରତ ଉପଲକ୍ଷେ ଭାଗବତ ପାଠ, ସ୍ଥାନ: ଅଖଣ୍ଡଳମଣି ପୀଠ, ସମୟ: ସନ୍ଧ୍ୟା ୬ଟା। — [3, 526, 115, 567]
